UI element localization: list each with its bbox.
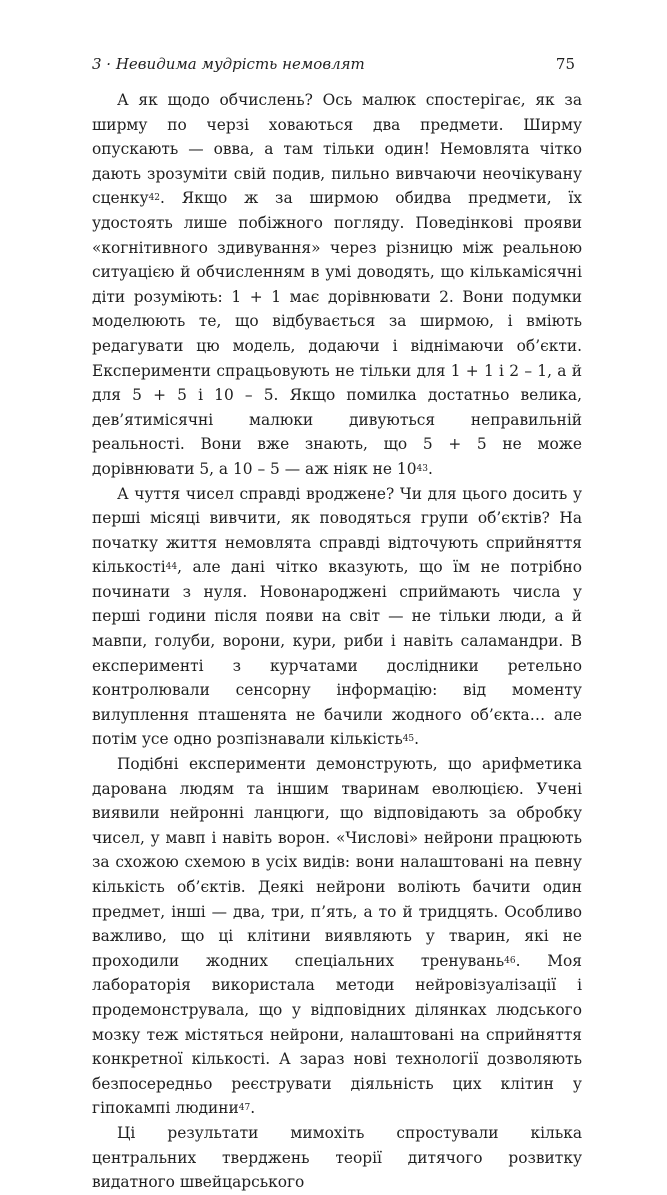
- footnote-ref: 46: [504, 955, 516, 966]
- footnote-ref: 43: [416, 463, 428, 474]
- page-number: 75: [555, 55, 575, 73]
- text-run: .: [250, 1099, 256, 1118]
- paragraph: [92, 1121, 582, 1195]
- text-run: А як щодо обчислень? Ось малюк спостерігає, як за ширму по черзі ховаються два предмети. Ширму опускають — овва, а там тільки один! Немовлята чітко дають зрозуміти свій подив, пильно вивчаючи неочікувану сценку: [92, 91, 582, 208]
- footnote-ref: 45: [402, 734, 415, 745]
- footnote-ref: 44: [165, 562, 178, 573]
- body-text: [92, 88, 582, 1195]
- text-run: Подібні експерименти демонструють, що арифметика дарована людям та іншим тваринам еволюцією. Учені виявили нейронні ланцюги, що відповідають за обробку чисел, у мавп і навіть ворон. «Числові» нейрони працюють за схожою схемою в усіх видів: вони налаштовані на певну кількість об’єктів. Деякі нейрони воліють бачити один предмет, інші — два, три, п’ять, а то й тридцять. Особливо важливо, що ці клітини виявляють у тварин, які не проходили жодних спеціальних тренувань: [92, 755, 582, 970]
- text-run: , але дані чітко вказують, що їм не потрібно починати з нуля. Новонароджені сприймають числа у перші години після появи на світ — не тільки люди, а й мавпи, голуби, ворони, кури, риби і навіть саламандри. В експерименті з курчатами дослідники ретельно контролювали сенсорну інформацію: від моменту вилуплення пташенята не бачили жодного об’єкта… але потім усе одно розпізнавали кількість: [92, 558, 582, 749]
- text-run: . Моя лабораторія використала методи нейровізуалізації і продемонструвала, що у відповідних ділянках людського мозку теж містяться нейрони, налаштовані на сприйняття конкретної кількості. А зараз нові технології дозволяють безпосередньо реєструвати діяльність цих клітин у гіпокампі людини: [92, 951, 582, 1118]
- footnote-ref: 47: [238, 1103, 251, 1114]
- text-run: . Якщо ж за ширмою обидва предмети, їх удостоять лише побіжного погляду. Поведінкові прояви «когнітивного здивування» через різницю між реальною ситуацією й обчисленням в умі доводять, що кількамісячні діти розуміють: 1 + 1 має дорівнювати 2. Вони подумки моделюють те, що відбувається за ширмою, і вміють редагувати цю модель, додаючи і віднімаючи об’єкти. Експерименти спрацьовують не тільки для 1 + 1 і 2 – 1, а й для 5 + 5 і 10 – 5. Якщо помилка достатньо велика, дев’ятимісячні малюки дивуються неправильній реальності. Вони вже знають, що 5 + 5 не може дорівнювати 5, а 10 – 5 — аж ніяк не 10: [92, 189, 582, 478]
- footnote-ref: 42: [148, 193, 161, 204]
- text-run: .: [427, 459, 433, 478]
- running-head: [92, 55, 575, 77]
- paragraph: [92, 88, 582, 482]
- text-run: Ці результати мимохіть спростували кілька центральних тверджень теорії дитячого розвитку видатного швейцарського: [92, 1123, 582, 1192]
- paragraph: [92, 752, 582, 1121]
- text-run: А чуття чисел справді вроджене? Чи для цього досить у перші місяці вивчити, як поводяться групи об’єктів? На початку життя немовлята справді відточують сприйняття кількості: [92, 484, 582, 577]
- chapter-title: 3 · Невидима мудрість немовлят: [92, 55, 365, 73]
- text-run: .: [414, 730, 420, 749]
- paragraph: [92, 482, 582, 753]
